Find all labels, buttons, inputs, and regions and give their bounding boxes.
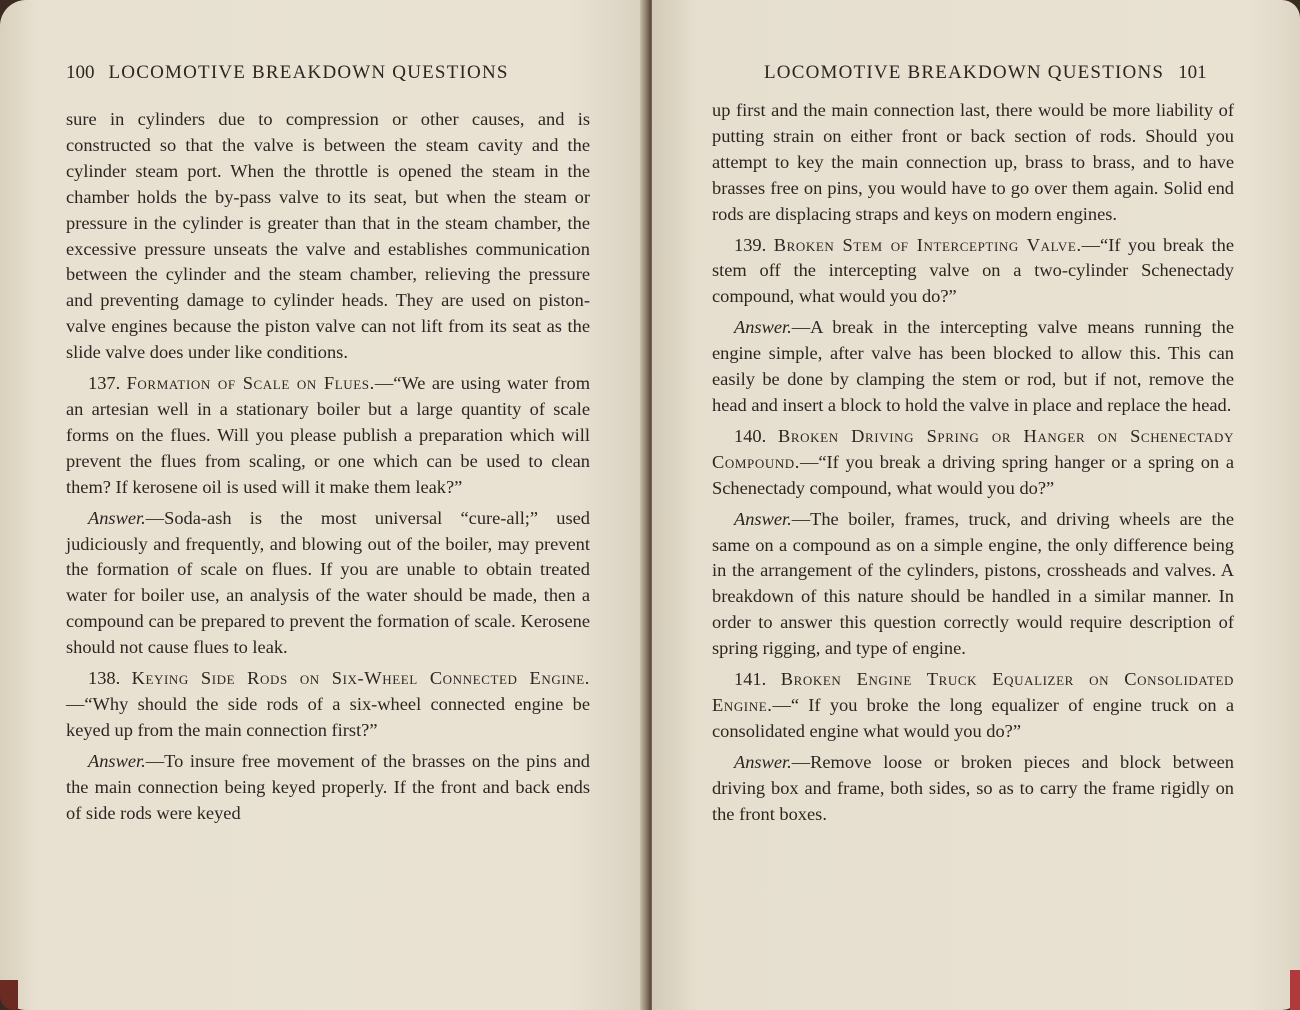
answer-text: —A break in the intercepting valve means running the engine simple, after valve has been blocked to allow this. This can easily be done by clamping the stem or rod, but if not, remove the head and insert a block to hold the valve in place and replace the head. (712, 317, 1234, 415)
question-text: —“Why should the side rods of a six-wheel connected engine be keyed up from the main connection first?” (66, 693, 590, 740)
question-text: —“ If you broke the long equalizer of engine truck on a consolidated engine what would you do?” (712, 694, 1234, 741)
question-heading: Formation of Scale on Flues. (126, 373, 375, 394)
running-head-left (66, 62, 509, 84)
question-number: 139. (734, 234, 767, 255)
question-137 (66, 371, 590, 501)
cover-corner-left (0, 980, 18, 1010)
page-number-left: 100 (66, 62, 95, 83)
answer-140 (712, 507, 1234, 662)
answer-text: —To insure free movement of the brasses on the pins and the main connection being keyed properly. If the front and back ends of side rods were keyed (66, 750, 590, 823)
answer-text: —The boiler, frames, truck, and driving wheels are the same on a compound as on a simple engine, the only difference being in the arrangement of the cylinders, pistons, crossheads and valves. A breakdown of this nature should be handled in a similar manner. In order to answer this question correctly would require description of spring rigging, and type of engine. (712, 508, 1234, 659)
answer-138 (66, 749, 590, 827)
question-139 (712, 233, 1234, 311)
answer-label: Answer. (734, 317, 792, 338)
question-heading: Keying Side Rods on Six-Wheel Connected Engine. (131, 668, 590, 689)
running-head-title-left: LOCOMOTIVE BREAKDOWN QUESTIONS (108, 62, 509, 83)
question-heading: Broken Stem of Intercepting Valve. (773, 234, 1082, 255)
running-head-title-right: LOCOMOTIVE BREAKDOWN QUESTIONS (764, 62, 1165, 83)
question-140 (712, 424, 1234, 502)
paragraph-continued (712, 98, 1234, 228)
answer-text: —Soda-ash is the most universal “cure-all;” used judiciously and frequently, and blowing out of the boiler, may prevent the formation of scale on flues. If you are unable to obtain treated water for boiler use, an analysis of the water should be made, then a compound can be prepared to prevent the formation of scale. Kerosene should not cause flues to leak. (66, 507, 590, 658)
right-page (652, 0, 1300, 1010)
running-head-right (764, 62, 1207, 84)
question-text: —“If you break the stem off the intercepting valve on a two-cylinder Schenectady compound, what would you do?” (712, 234, 1234, 307)
answer-139 (712, 315, 1234, 419)
paragraph-text: sure in cylinders due to compression or other causes, and is constructed so that the valve is between the steam cavity and the cylinder steam port. When the throttle is opened the steam in the chamber holds the by-pass valve to its seat, but when the steam or pressure in the cylinder is greater than that in the steam chamber, the excessive pressure unseats the valve and establishes communication between the cylinder and the steam chamber, relieving the pressure and preventing damage to cylinder heads. They are used on piston-valve engines because the piston valve can not lift from its seat as the slide valve does under like conditions. (66, 109, 590, 363)
paragraph-text: up first and the main connection last, there would be more liability of putting strain on either front or back section of rods. Should you attempt to key the main connection up, brass to brass, and to have brasses free on pins, you would have to go over them again. Solid end rods are displacing straps and keys on modern engines. (712, 100, 1234, 224)
answer-141 (712, 750, 1234, 828)
paragraph-continued (66, 107, 590, 366)
question-138 (66, 666, 590, 744)
left-page-text (66, 107, 590, 826)
question-number: 141. (734, 669, 767, 690)
left-page (0, 0, 646, 1010)
answer-label: Answer. (734, 751, 792, 772)
answer-137 (66, 506, 590, 661)
question-heading: Broken Driving Spring or Hanger on Schenectady Compound. (712, 425, 1234, 472)
answer-label: Answer. (88, 750, 146, 771)
question-141 (712, 667, 1234, 745)
question-number: 137. (88, 373, 121, 394)
cover-corner-right (1290, 970, 1300, 1010)
question-number: 140. (734, 425, 767, 446)
page-number-right: 101 (1178, 62, 1207, 83)
question-text: —“If you break a driving spring hanger or a spring on a Schenectady compound, what would you do?” (712, 451, 1234, 498)
question-text: —“We are using water from an artesian well in a stationary boiler but a large quantity of scale forms on the flues. Will you please publish a preparation which will prevent the flues from scaling, or one which can be used to clean them? If kerosene oil is used will it make them leak?” (66, 373, 590, 497)
right-page-text (712, 98, 1234, 827)
answer-text: —Remove loose or broken pieces and block between driving box and frame, both sides, so as to carry the frame rigidly on the front boxes. (712, 751, 1234, 824)
answer-label: Answer. (734, 508, 792, 529)
answer-label: Answer. (88, 507, 146, 528)
question-heading: Broken Engine Truck Equalizer on Consolidated Engine. (712, 669, 1234, 715)
question-number: 138. (88, 668, 121, 689)
